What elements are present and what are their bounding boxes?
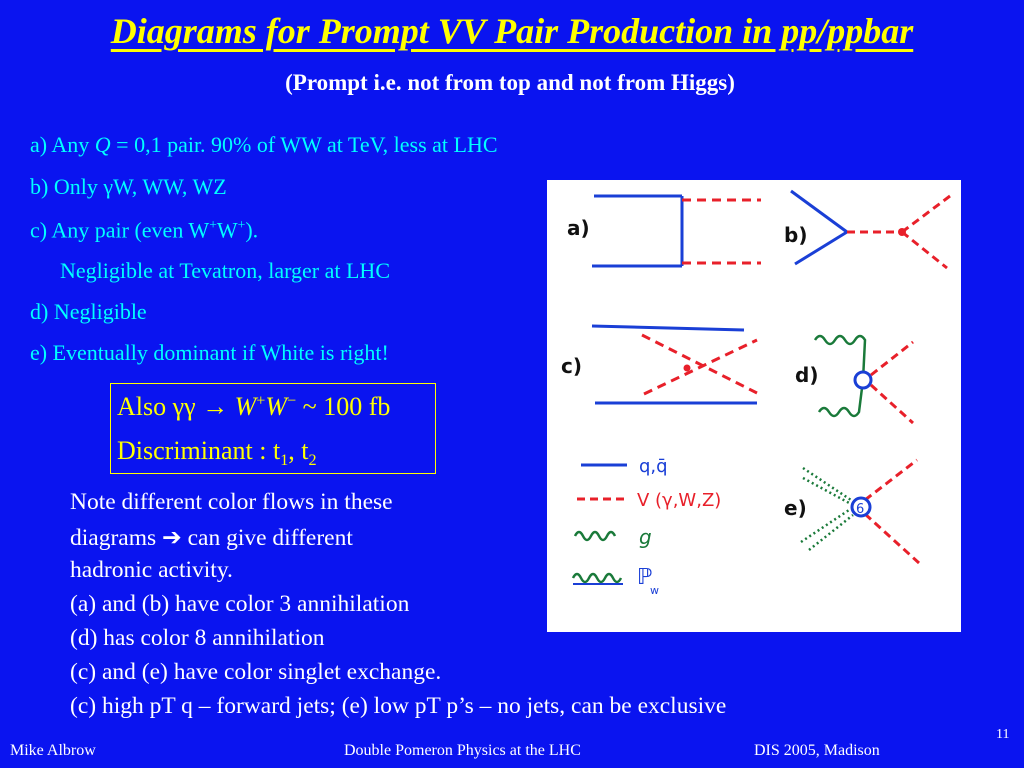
diagram-d-label: d) [795,363,819,387]
box-line-2: Discriminant : $t_1$, $t_2$ [117,436,317,470]
feynman-diagrams-svg [547,180,961,632]
note-line-4: (a) and (b) have color 3 annihilation [70,591,410,617]
item-e: e) Eventually dominant if White is right! [30,340,389,365]
note-line-1: Note different color flows in these [70,489,393,515]
diagram-e [801,460,919,563]
diagram-c-label: c) [561,354,582,378]
note-line-5: (d) has color 8 annihilation [70,625,325,651]
legend-pomeron-sub: w [650,584,659,597]
item-c: c) Any pair (even W+W+). [30,217,259,243]
footer-talk-title: Double Pomeron Physics at the LHC [344,742,581,759]
diagram-a-label: a) [567,216,590,240]
item-a: a) Any Q = 0,1 pair. 90% of WW at TeV, less at LHC [30,132,498,157]
note-line-2: diagrams ➔ can give different [70,525,353,551]
item-d: d) Negligible [30,299,147,324]
slide-title: Diagrams for Prompt VV Pair Production in pp/ppbar [110,11,914,51]
item-b: b) Only γW, WW, WZ [30,174,227,199]
slide-footer [0,740,1024,768]
diagram-a [592,196,761,266]
item-c-detail: Negligible at Tevatron, larger at LHC [60,258,390,283]
diagram-b [791,191,950,268]
slide-subtitle: (Prompt i.e. not from top and not from Higgs) [285,70,735,95]
legend-quark-label: q,q̄ [639,456,668,477]
box-line-1: Also γγ → W+W− ~ 100 fb [117,392,391,421]
item-a-q: Q [94,132,111,157]
vertex-e-label: 6 [856,502,865,517]
legend-gluon-label: g [639,525,652,549]
note-line-3: hadronic activity. [70,557,233,583]
diagram-e-label: e) [784,496,807,520]
footer-author: Mike Albrow [10,742,96,759]
note-line-7: (c) high pT q – forward jets; (e) low pT p’s – no jets, can be exclusive [70,693,727,719]
legend-pomeron-label: ℙ [637,565,653,590]
cross-section-box [110,383,436,474]
feynman-diagrams-figure [547,180,961,632]
legend-boson-label: V (γ,W,Z) [637,490,722,511]
note-line-6: (c) and (e) have color singlet exchange. [70,659,442,685]
page-number: 11 [996,727,1010,742]
diagram-b-label: b) [784,223,808,247]
footer-venue: DIS 2005, Madison [754,742,880,759]
diagram-d [815,336,913,423]
right-arrow-icon: ➔ [162,525,182,551]
diagram-c [592,326,757,403]
diagram-legend [573,456,721,597]
